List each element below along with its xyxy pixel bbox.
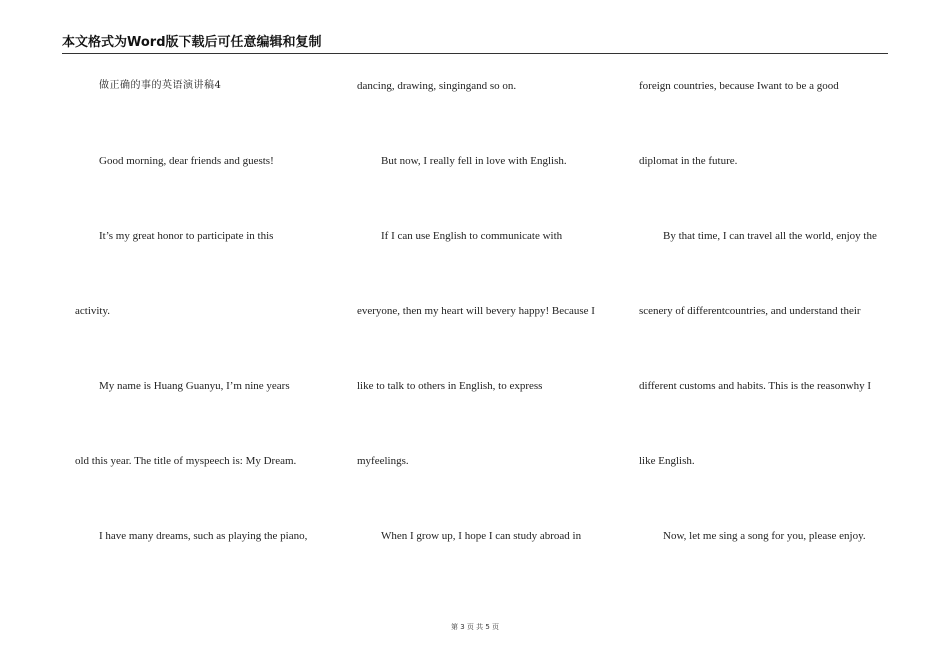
text-column-1 (75, 0, 325, 672)
paragraph-line: everyone, then my heart will bevery happy! Because I (357, 305, 595, 317)
paragraph-line: I have many dreams, such as playing the piano, (99, 530, 308, 542)
paragraph-line: different customs and habits. This is the reasonwhy I (639, 380, 872, 392)
page-number: 第 3 页 共 5 页 (450, 623, 500, 631)
paragraph-line: But now, I really fell in love with English. (381, 155, 567, 167)
paragraph-line: If I can use English to communicate with (381, 230, 563, 242)
paragraph-line: Now, let me sing a song for you, please enjoy. (663, 530, 866, 542)
paragraph-line: old this year. The title of myspeech is: My Dream. (75, 455, 297, 467)
text-column-3 (639, 0, 894, 672)
paragraph-line: When I grow up, I hope I can study abroad in (381, 530, 582, 542)
text-column-2 (357, 0, 612, 672)
paragraph-line: By that time, I can travel all the world, enjoy the (663, 230, 877, 242)
paragraph-line: My name is Huang Guanyu, I’m nine years (99, 380, 290, 392)
paragraph-line: dancing, drawing, singingand so on. (357, 80, 517, 92)
paragraph-line: It’s my great honor to participate in this (99, 230, 274, 242)
header-title: 本文格式为Word版下载后可任意编辑和复制 (62, 35, 322, 50)
paragraph-line: myfeelings. (357, 455, 409, 467)
paragraph-line: diplomat in the future. (639, 155, 738, 167)
paragraph-line: 做正确的事的英语演讲稿4 (99, 80, 222, 91)
paragraph-line: scenery of differentcountries, and understand their (639, 305, 861, 317)
paragraph-line: activity. (75, 305, 111, 317)
paragraph-line: like English. (639, 455, 695, 467)
paragraph-line: Good morning, dear friends and guests! (99, 155, 274, 167)
paragraph-line: like to talk to others in English, to express (357, 380, 543, 392)
paragraph-line: foreign countries, because Iwant to be a good (639, 80, 839, 92)
